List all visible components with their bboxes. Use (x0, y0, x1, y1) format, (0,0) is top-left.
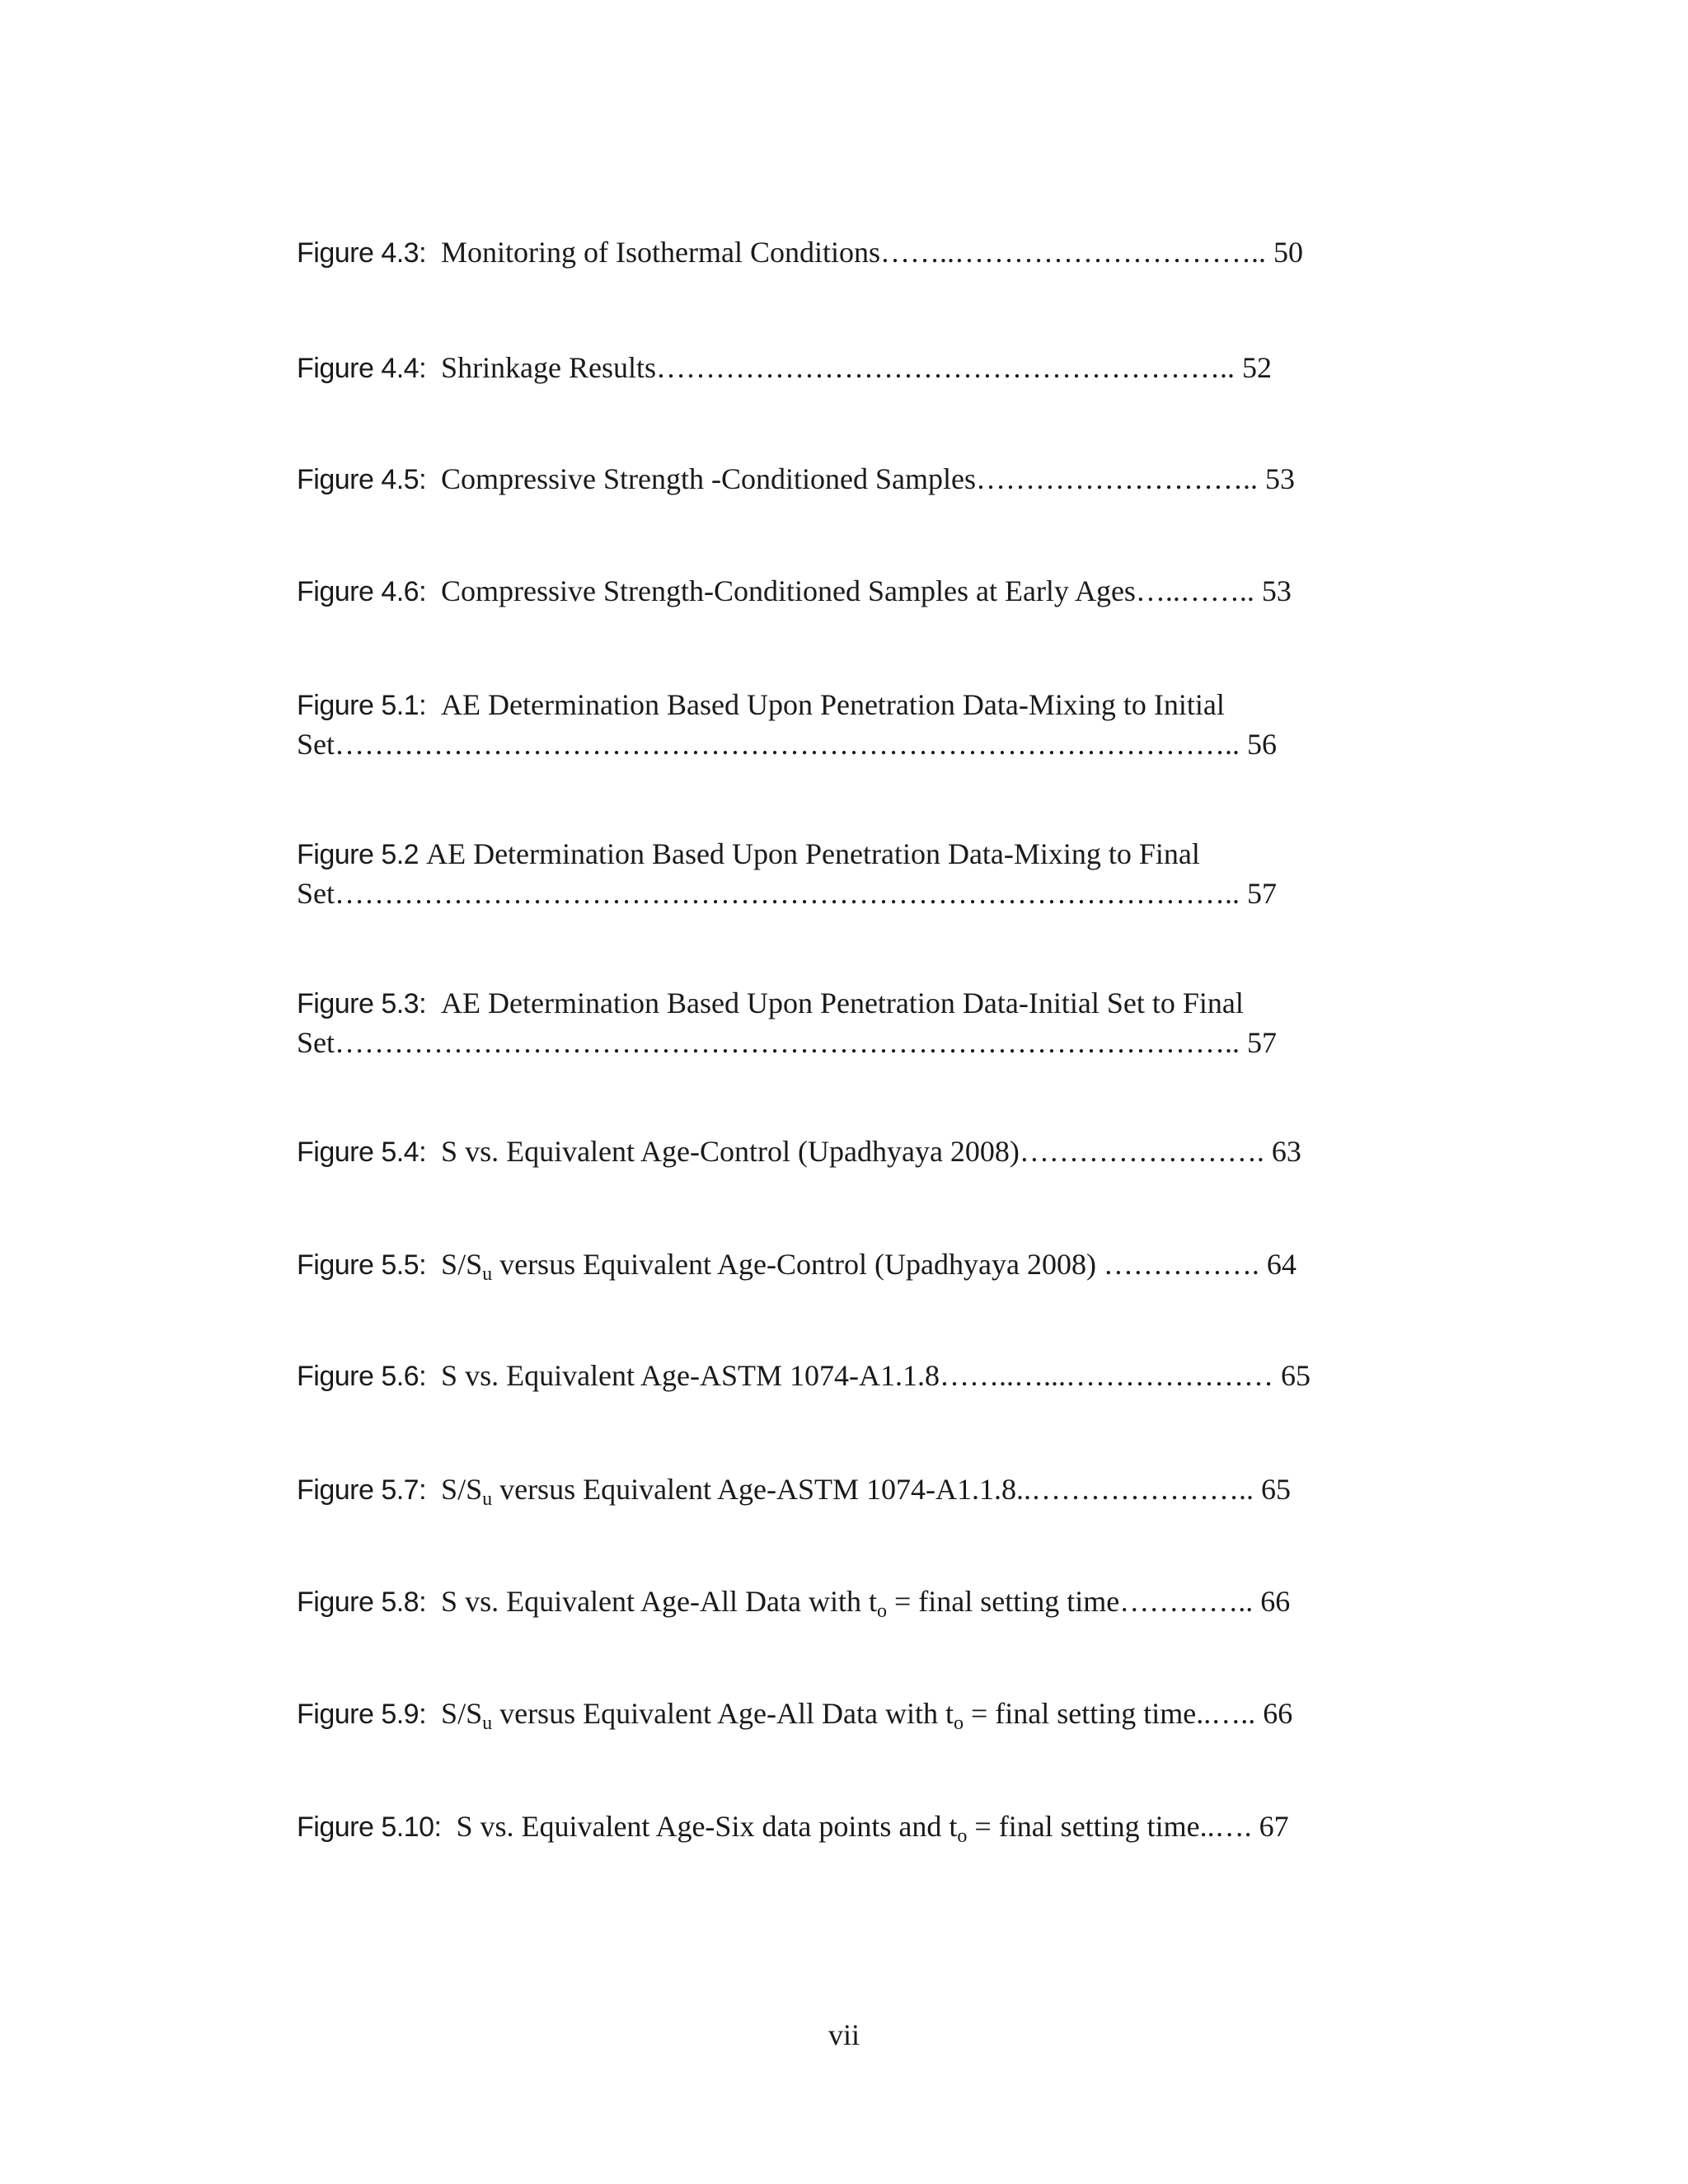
figure-title-prefix: S vs. Equivalent Age-All Data with t (441, 1585, 877, 1618)
label-separator: : (419, 690, 427, 721)
figure-title-prefix: S/S (441, 1248, 483, 1281)
figure-label: Figure 4.5 (297, 464, 420, 495)
label-separator: : (434, 1811, 442, 1843)
figure-title: versus Equivalent Age-ASTM 1074-A1.1.8..………………….. 65 (499, 1473, 1292, 1506)
subscript: o (953, 1713, 964, 1734)
figure-label: Figure 5.5 (297, 1249, 420, 1281)
figure-title: AE Determination Based Upon Penetration Data-Mixing to Final (426, 837, 1200, 870)
toc-entry-figure-4-5 (297, 460, 1401, 499)
toc-entry-figure-5-9 (297, 1694, 1401, 1734)
label-separator: : (419, 1699, 427, 1730)
toc-entry-figure-5-10 (297, 1807, 1401, 1847)
figure-title: Monitoring of Isothermal Conditions……..………………………….. 50 (441, 236, 1304, 269)
label-separator: : (419, 237, 427, 269)
label-separator: : (419, 353, 427, 384)
figure-title-prefix: S/S (441, 1697, 483, 1730)
figure-label: Figure 5.9 (297, 1699, 420, 1730)
subscript: o (957, 1825, 968, 1847)
figure-title-prefix: S/S (441, 1473, 483, 1506)
label-separator: : (419, 1586, 427, 1618)
label-separator: : (419, 1361, 427, 1392)
figure-title: Compressive Strength -Conditioned Samples……………………….. 53 (441, 462, 1295, 495)
figure-label: Figure 5.8 (297, 1586, 420, 1618)
figure-title-prefix: S vs. Equivalent Age-Six data points and t (456, 1810, 958, 1843)
figure-title: versus Equivalent Age-All Data with t (499, 1697, 954, 1730)
figure-title: AE Determination Based Upon Penetration Data-Mixing to Initial (441, 688, 1225, 721)
toc-entry-figure-5-3 (297, 984, 1401, 1062)
figure-label: Figure 5.4 (297, 1137, 420, 1168)
toc-entry-figure-5-7 (297, 1470, 1401, 1510)
figure-title: = final setting time..…. 67 (974, 1810, 1289, 1843)
figure-label: Figure 5.3 (297, 988, 420, 1019)
toc-entry-figure-5-5 (297, 1245, 1401, 1285)
toc-entry-figure-5-8 (297, 1582, 1401, 1622)
figure-label: Figure 4.4 (297, 353, 420, 384)
figure-title: = final setting time………….. 66 (893, 1585, 1291, 1618)
subscript: u (482, 1713, 493, 1734)
figure-title-continuation: Set……………………………………………………………………………….. 56 (297, 728, 1278, 761)
figure-label: Figure 5.1 (297, 690, 420, 721)
subscript: u (482, 1488, 493, 1510)
toc-entry-figure-5-1 (297, 686, 1401, 764)
figure-title: AE Determination Based Upon Penetration Data-Initial Set to Final (441, 987, 1244, 1019)
figure-title: Compressive Strength-Conditioned Samples at Early Ages…..…….. 53 (441, 574, 1292, 607)
toc-entry-figure-4-3 (297, 233, 1401, 273)
figure-title: versus Equivalent Age-Control (Upadhyaya 2008) ……………. 64 (499, 1248, 1296, 1281)
figure-title-suffix: = final setting time..….. 66 (970, 1697, 1293, 1730)
figure-title: Shrinkage Results………………………………………………….. 52 (441, 351, 1273, 384)
figure-label: Figure 4.3 (297, 237, 420, 269)
figure-title: S vs. Equivalent Age-Control (Upadhyaya 2008)……………………. 63 (441, 1135, 1301, 1168)
label-separator: : (419, 988, 427, 1019)
figure-label: Figure 5.10 (297, 1811, 434, 1843)
figure-label: Figure 5.2 (297, 839, 420, 870)
figure-label: Figure 5.6 (297, 1361, 420, 1392)
subscript: o (876, 1601, 887, 1622)
figure-title-continuation: Set……………………………………………………………………………….. 57 (297, 877, 1278, 910)
label-separator: : (419, 1137, 427, 1168)
figure-title: S vs. Equivalent Age-ASTM 1074-A1.1.8……..…...………………… 65 (441, 1359, 1311, 1392)
label-separator: : (419, 576, 427, 607)
toc-entry-figure-4-4 (297, 349, 1401, 388)
toc-entry-figure-5-4 (297, 1132, 1401, 1172)
page-number: vii (828, 2018, 860, 2051)
figure-label: Figure 5.7 (297, 1474, 420, 1506)
toc-entry-figure-5-6 (297, 1357, 1401, 1396)
label-separator: : (419, 464, 427, 495)
toc-entry-figure-5-2 (297, 835, 1401, 913)
label-separator: : (419, 1474, 427, 1506)
toc-entry-figure-4-6 (297, 572, 1401, 612)
subscript: u (482, 1263, 493, 1285)
figure-label: Figure 4.6 (297, 576, 420, 607)
figure-title-continuation: Set……………………………………………………………………………….. 57 (297, 1026, 1278, 1059)
label-separator: : (419, 1249, 427, 1281)
